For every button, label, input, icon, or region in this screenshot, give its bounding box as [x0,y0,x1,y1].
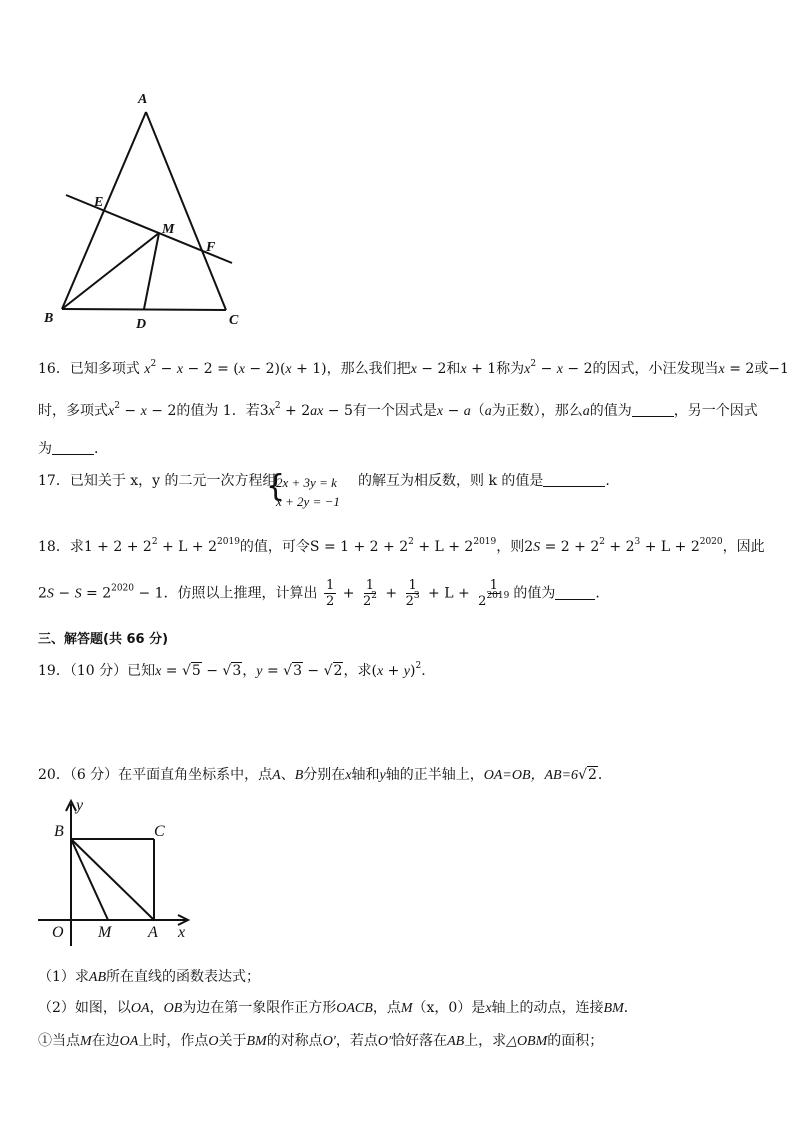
q16-line3: 为 . [38,441,99,457]
q18-line2: $2S - S = 2^{2020} - 1$．仿照以上推理，计算出 $\frac{1}{2}$ + $\frac{1}{2^2}$ + $\frac{1}{2^3}$ + L + $\frac{1}{2^{2019}}$ 的值为 . [38,578,600,609]
q17-post: 的解互为相反数，则 k 的值是 . [358,473,610,489]
q18-line1: 18．求$1 + 2 + 2^2 + L + 2^{2019}$的值，可令$S = 1 + 2 + 2^2 + L + 2^{2019}$，则$2S = 2 + 2^2 + 2^3 + L + 2^{2020}$，因此 [38,537,765,555]
label-B: B [44,311,54,326]
label-A: A [138,92,148,107]
axis-x-label: x [178,924,186,941]
q20-part2: （2）如图，以OA，OB为边在第一象限作正方形OACB，点M（x，0）是x轴上的动点，连接BM． [38,1000,638,1016]
q17-brace: { [266,469,286,504]
q17-line: 17．已知关于 x，y 的二元一次方程组 [38,473,277,489]
label-O: O [52,924,64,941]
coordinate-figure [38,796,198,946]
q20-part1: （1）求AB所在直线的函数表达式； [38,969,261,985]
label-D: D [136,317,147,332]
q19-line: 19．（10 分）已知x = √5 − √3，y = √3 − √2，求$(x + y)^2$. [38,661,426,679]
label-M: M [162,222,175,237]
q17-eq2: x + 2y = −1 [276,494,340,509]
label-A2: A [148,924,158,941]
q20-part2a: ①当点M在边OA上时，作点O关于BM的对称点O′，若点O′恰好落在AB上，求△OBM的面积； [38,1033,604,1049]
label-B2: B [54,823,64,840]
q16-line1: 16．已知多项式 $x^2 - x - 2 = (x - 2)(x + 1)$，那么我们把x − 2和x + 1称为$x^2 - x - 2$的因式，小汪发现当x = 2或−1 [38,359,789,377]
label-F: F [206,240,216,255]
q17-eq1: 2x + 3y = k [276,475,337,490]
label-E: E [94,195,104,210]
label-M2: M [98,924,112,941]
label-C: C [229,313,239,328]
section-title: 三、解答题(共 66 分) [38,632,169,647]
label-C2: C [154,823,165,840]
q16-line2: 时，多项式$x^2 - x - 2$的值为 1．若$3x^2 + 2ax - 5$有一个因式是x − a（a为正数），那么a的值为 ，另一个因式 [38,401,758,419]
axis-y-label: y [76,797,84,814]
triangle-figure [40,85,260,335]
q17-system [276,473,340,511]
q20-line: 20．（6 分）在平面直角坐标系中，点A、B分别在x轴和y轴的正半轴上，OA=OB，AB=6√2． [38,767,612,783]
